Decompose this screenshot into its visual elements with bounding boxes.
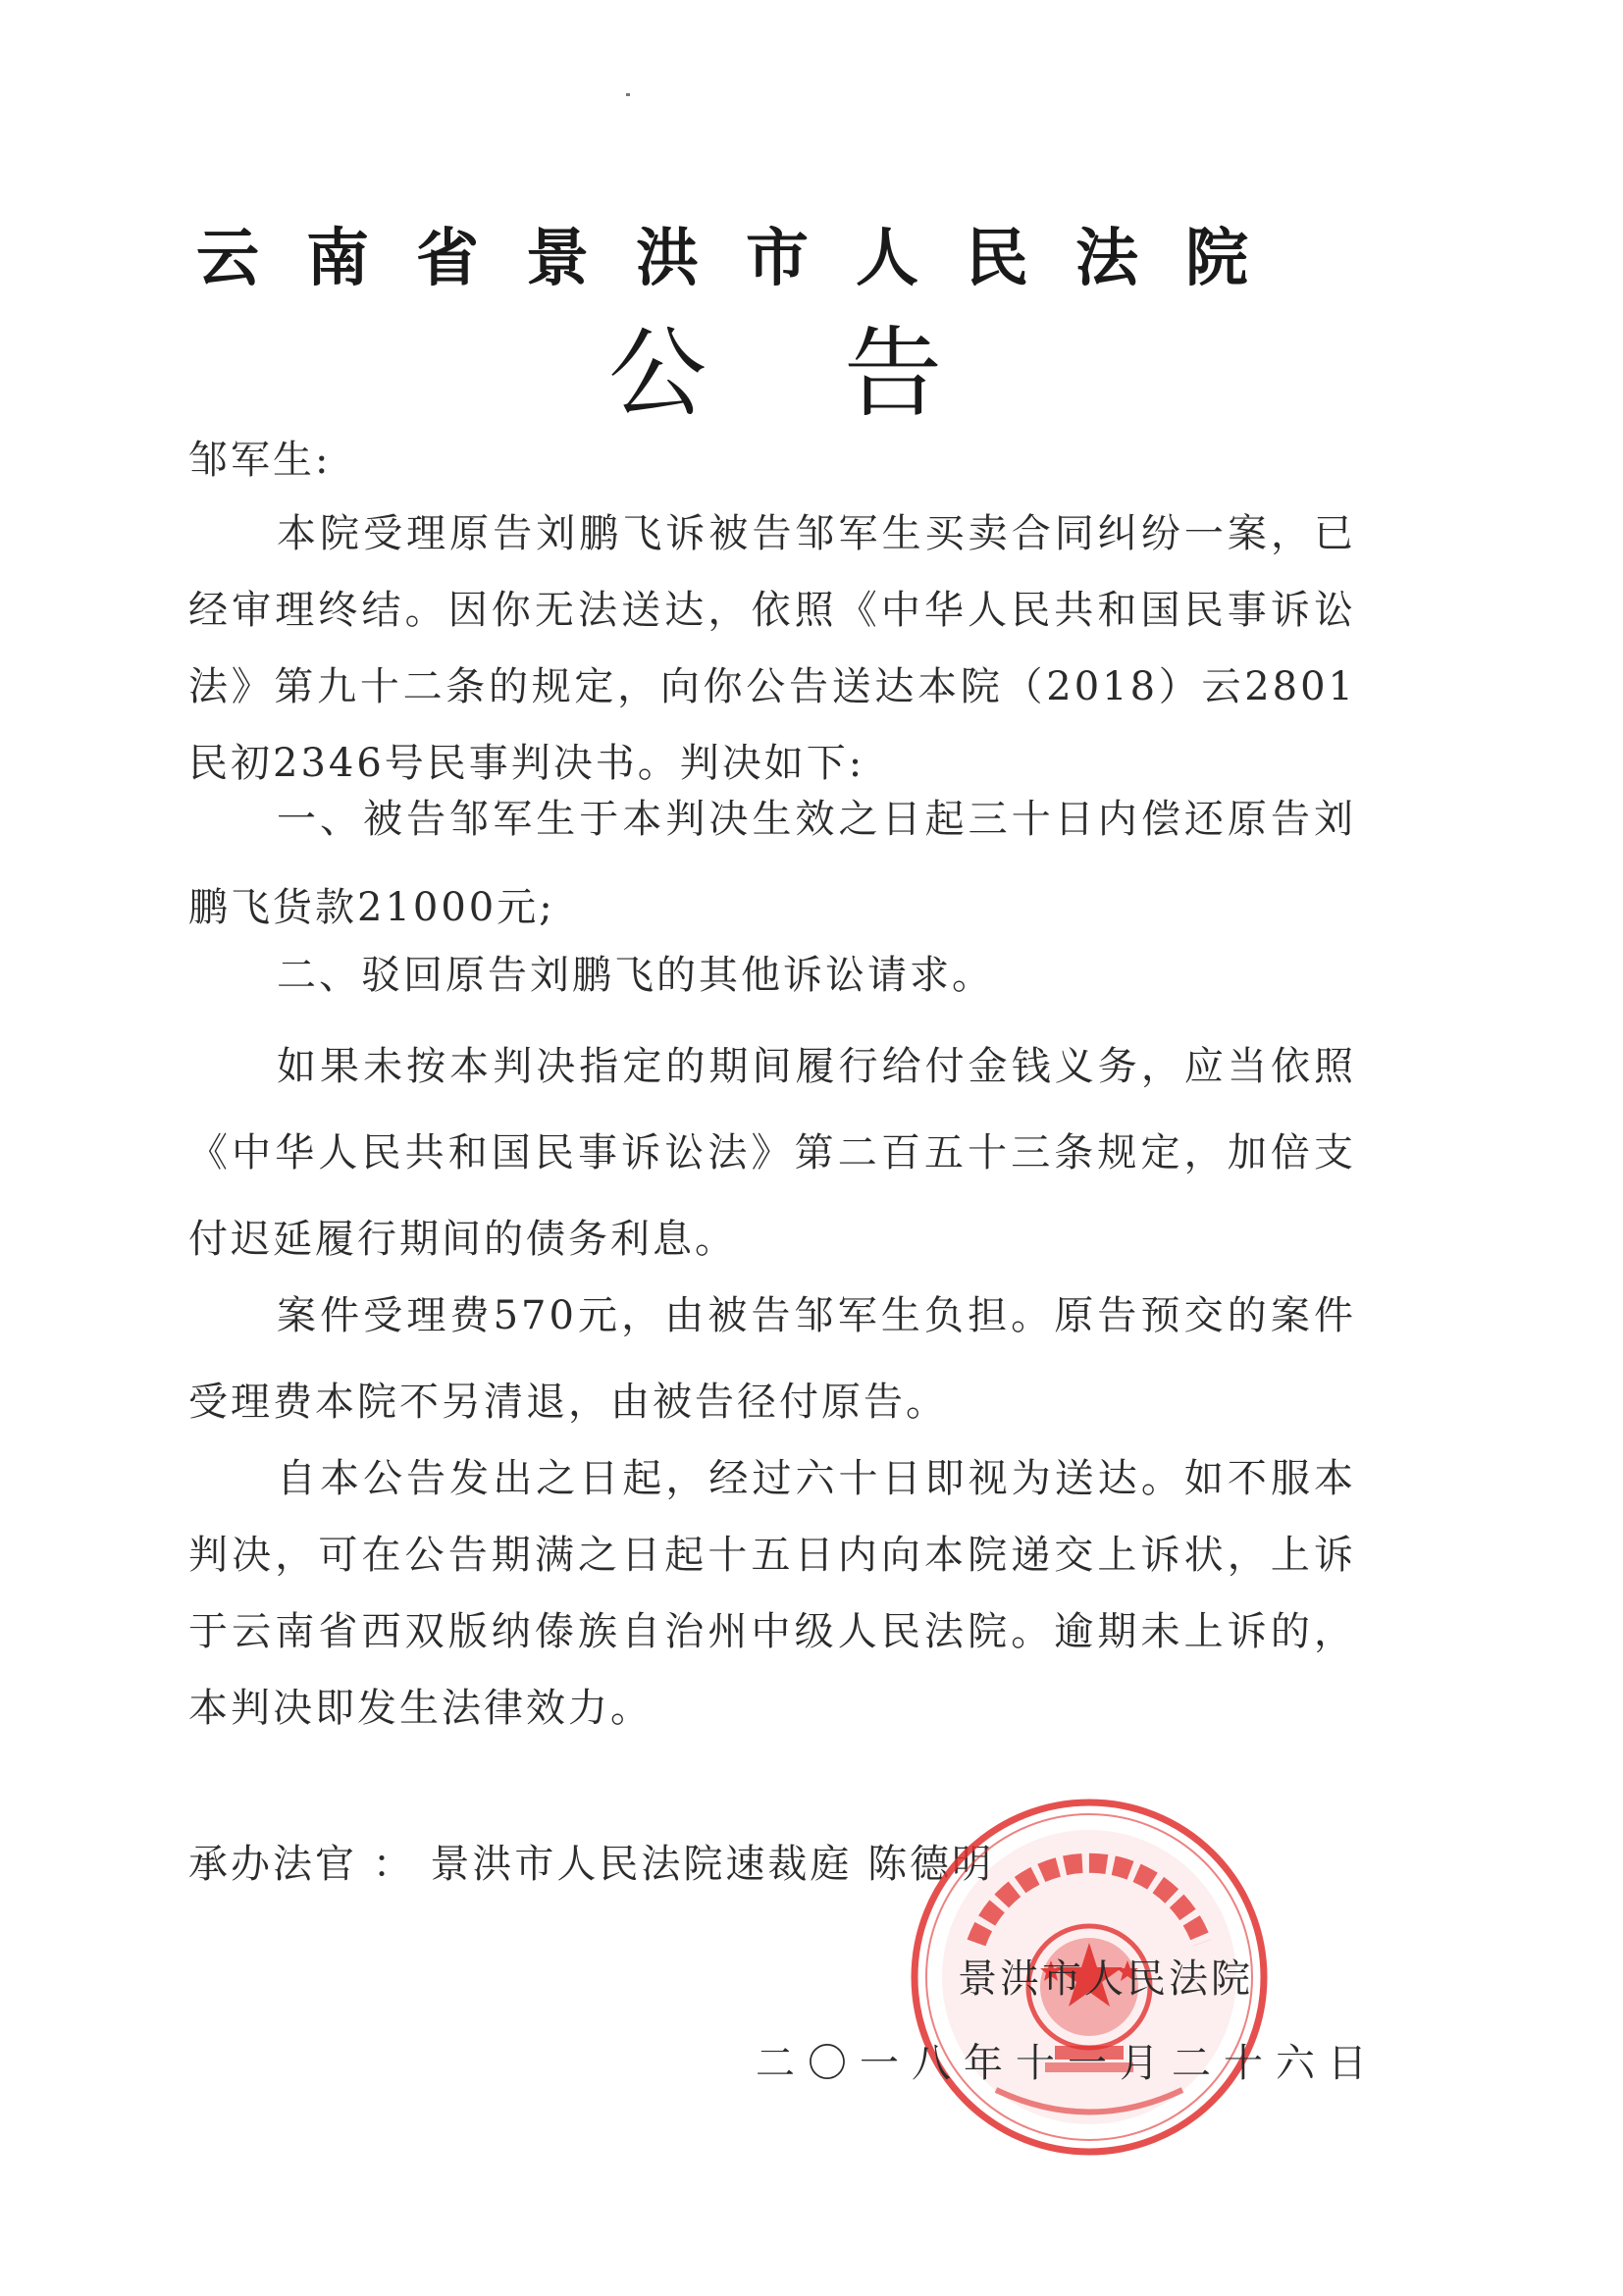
issue-date: 二〇一八年十一月二十六日 — [756, 2041, 1380, 2086]
judgment-item-2: 二、驳回原告刘鹏飞的其他诉讼请求。 — [277, 953, 994, 998]
paragraph-court-fee: 案件受理费570元，由被告邹军生负担。原告预交的案件受理费本院不另清退，由被告径付原告。 — [188, 1293, 1356, 1425]
notice-title: 公告 — [608, 316, 1079, 431]
scan-speck — [626, 93, 630, 96]
court-heading: 云南省景洪市人民法院 — [196, 223, 1295, 295]
addressee: 邹军生: — [188, 438, 332, 483]
paragraph-case-intro: 本院受理原告刘鹏飞诉被告邹军生买卖合同纠纷一案，已经审理终结。因你无法送达，依照《中华人民共和国民事诉讼法》第九十二条的规定，向你公告送达本院（2018）云2801民初2346号民事判决书。判决如下: — [188, 511, 1356, 786]
issuing-court-name: 景洪市人民法院 — [958, 1957, 1253, 2002]
presiding-judge-line: 承办法官 ： 景洪市人民法院速裁庭 陈德明 — [188, 1842, 995, 1887]
judgment-item-1: 一、被告邹军生于本判决生效之日起三十日内偿还原告刘鹏飞货款21000元; — [188, 797, 1356, 930]
paragraph-penalty-interest: 如果未按本判决指定的期间履行给付金钱义务，应当依照《中华人民共和国民事诉讼法》第二百五十三条规定，加倍支付迟延履行期间的债务利息。 — [188, 1044, 1356, 1262]
paragraph-service-appeal: 自本公告发出之日起，经过六十日即视为送达。如不服本判决，可在公告期满之日起十五日内向本院递交上诉状，上诉于云南省西双版纳傣族自治州中级人民法院。逾期未上诉的，本判决即发生法律效力。 — [188, 1456, 1356, 1731]
